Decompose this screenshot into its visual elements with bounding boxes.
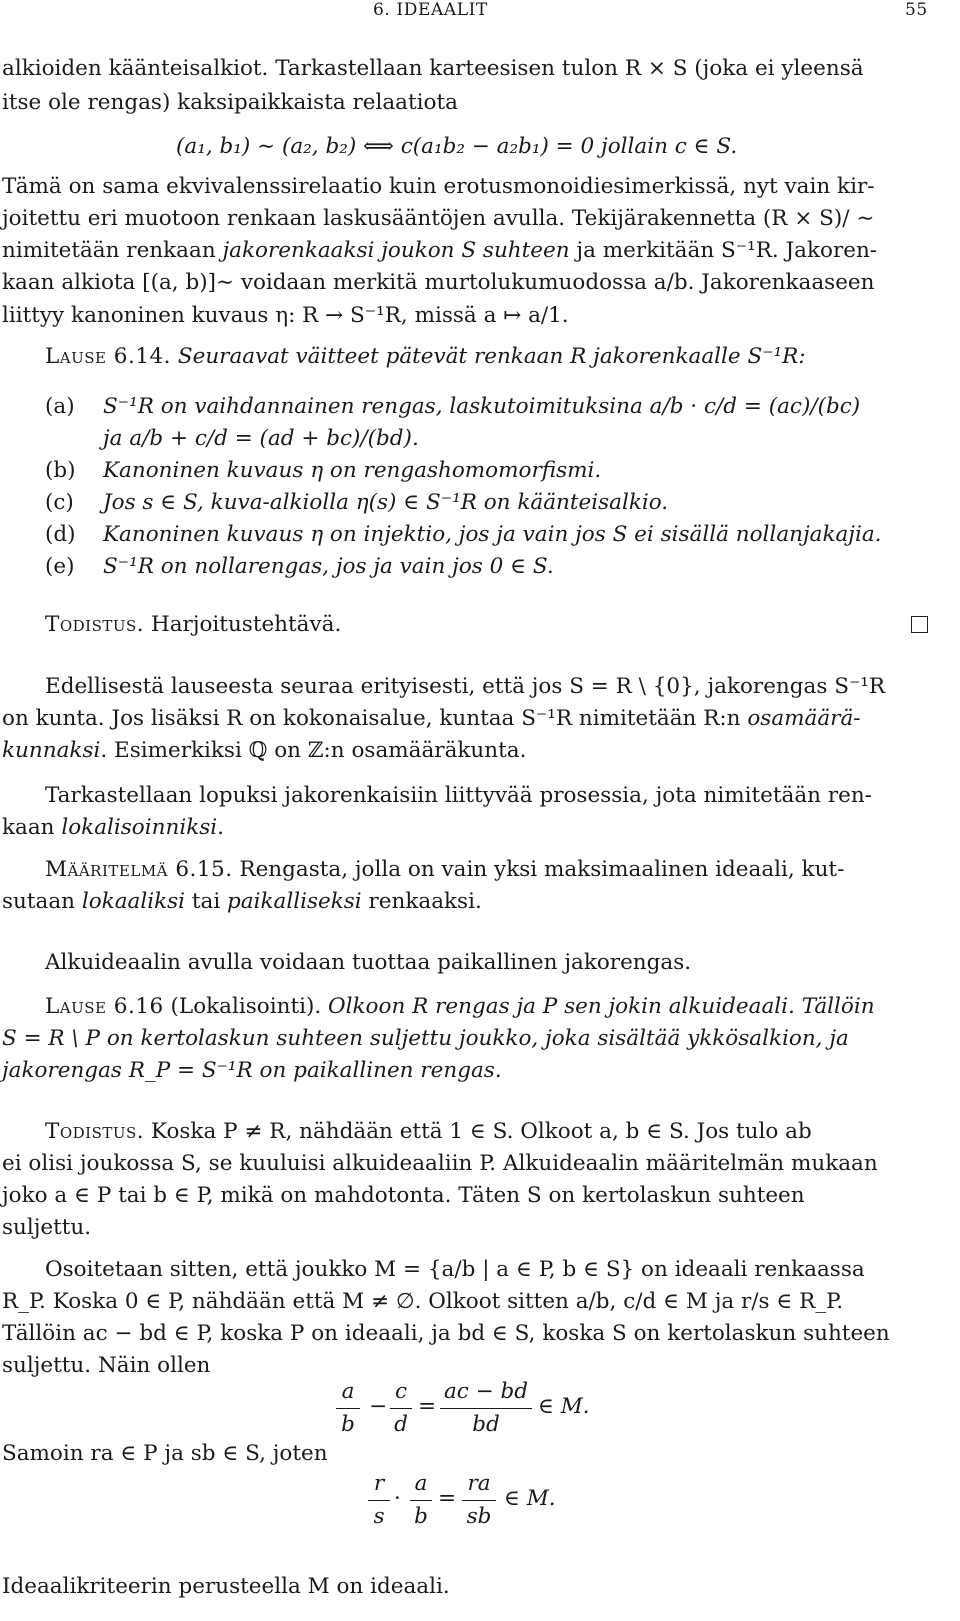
list-item <box>45 393 75 421</box>
page-number: 55 <box>905 0 928 20</box>
text: . <box>217 815 224 840</box>
theorem-6-16 <box>45 993 875 1021</box>
theorem-statement: Olkoon R rengas ja P sen jokin alkuideaali. Tällöin <box>328 994 875 1019</box>
relation-equation: (a₁, b₁) ∼ (a₂, b₂) ⟺ c(a₁b₂ − a₂b₁) = 0 jollain c ∈ S. <box>176 134 738 159</box>
intro-line-3: Tämä on sama ekvivalenssirelaatio kuin erotusmonoidiesimerkissä, nyt vain kir- <box>2 174 875 199</box>
proof-line: Samoin ra ∈ P ja sb ∈ S, joten <box>2 1441 328 1466</box>
proof-label: Todistus. <box>45 612 145 637</box>
item-tag: (b) <box>45 458 76 483</box>
paragraph-line: Alkuideaalin avulla voidaan tuottaa paikallinen jakorengas. <box>45 950 692 975</box>
numerator: c <box>394 1379 408 1404</box>
intro-line-2: itse ole rengas) kaksipaikkaista relaatiota <box>2 90 458 115</box>
proof-text: Koska P ≠ R, nähdään että 1 ∈ S. Olkoot a, b ∈ S. Jos tulo ab <box>150 1119 812 1144</box>
intro-line-7: liittyy kanoninen kuvaus η: R → S⁻¹R, missä a ↦ a/1. <box>2 303 569 328</box>
intro-line-1: alkioiden käänteisalkiot. Tarkastellaan karteesisen tulon R × S (joka ei yleensä <box>2 56 864 81</box>
intro-line-5 <box>2 237 877 265</box>
list-item <box>45 521 76 549</box>
list-item-text: Jos s ∈ S, kuva-alkiolla η(s) ∈ S⁻¹R on käänteisalkio. <box>103 490 669 515</box>
theorem-label: Lause 6.16 <box>45 994 164 1019</box>
list-item-text: Kanoninen kuvaus η on injektio, jos ja vain jos S ei sisällä nollanjakajia. <box>103 522 882 547</box>
proof-line: suljettu. Näin ollen <box>2 1353 211 1378</box>
proof-line: Osoitetaan sitten, että joukko M = {a/b | a ∈ P, b ∈ S} on ideaali renkaassa <box>45 1257 865 1282</box>
term-jakorengas: jakorenkaaksi joukon S suhteen <box>222 238 570 263</box>
theorem-6-14 <box>45 343 806 371</box>
operator: = <box>438 1486 457 1511</box>
fraction-c-over-d <box>390 1378 412 1439</box>
term-osamaarakunta: osamäärä- <box>747 706 861 731</box>
list-item-text: S⁻¹R on vaihdannainen rengas, laskutoimituksina a/b · c/d = (ac)/(bc) <box>103 394 861 419</box>
numerator: a <box>341 1379 355 1404</box>
fraction-acbd-over-bd <box>440 1378 532 1439</box>
term-paikallinen: paikalliseksi <box>227 889 362 914</box>
item-tag: (e) <box>45 554 75 579</box>
proof-label: Todistus. <box>45 1119 145 1144</box>
fraction-ra-over-sb <box>462 1470 496 1531</box>
text: tai <box>185 889 228 914</box>
paragraph-line <box>2 814 224 842</box>
proof-1 <box>45 611 341 639</box>
term-lokalisointi: lokalisoinniksi <box>61 815 218 840</box>
list-item-text: Kanoninen kuvaus η on rengashomomorfismi. <box>103 458 602 483</box>
text: kaan <box>2 815 62 840</box>
fraction-r-over-s <box>368 1470 390 1531</box>
intro-line-4: joitettu eri muotoon renkaan laskusääntöjen avulla. Tekijärakennetta (R × S)/ ∼ <box>2 206 875 231</box>
numerator: ra <box>467 1471 491 1496</box>
denominator: s <box>373 1504 385 1529</box>
proof-line: R_P. Koska 0 ∈ P, nähdään että M ≠ ∅. Olkoot sitten a/b, c/d ∈ M ja r/s ∈ R_P. <box>2 1289 844 1314</box>
text: ja merkitään S⁻¹R. Jakoren- <box>569 238 878 263</box>
text: Rengasta, jolla on vain yksi maksimaalinen ideaali, kut- <box>239 857 845 882</box>
denominator: d <box>394 1412 408 1437</box>
paragraph-line: Edellisestä lauseesta seuraa erityisesti, että jos S = R \ {0}, jakorengas S⁻¹R <box>45 674 886 699</box>
intro-line-6: kaan alkiota [(a, b)]∼ voidaan merkitä murtolukumuodossa a/b. Jakorenkaaseen <box>2 270 875 295</box>
operator: − <box>369 1394 388 1419</box>
item-tag: (d) <box>45 522 76 547</box>
equation-tail: ∈ M. <box>504 1486 556 1511</box>
denominator: b <box>341 1412 355 1437</box>
paragraph-line <box>2 888 482 916</box>
proof-line: Tällöin ac − bd ∈ P, koska P on ideaali, ja bd ∈ S, koska S on kertolaskun suhteen <box>2 1321 890 1346</box>
list-item <box>45 489 74 517</box>
proof-line: ei olisi joukossa S, se kuuluisi alkuideaaliin P. Alkuideaalin määritelmän mukaan <box>2 1151 878 1176</box>
proof-2 <box>45 1118 812 1146</box>
text: nimitetään renkaan <box>2 238 223 263</box>
operator: = <box>418 1394 437 1419</box>
list-item <box>45 553 75 581</box>
fraction-a-over-b <box>410 1470 432 1531</box>
text: . Esimerkiksi ℚ on ℤ:n osamääräkunta. <box>100 738 527 763</box>
proof-line: joko a ∈ P tai b ∈ P, mikä on mahdotonta. Täten S on kertolaskun suhteen <box>2 1183 805 1208</box>
text: renkaaksi. <box>361 889 482 914</box>
equation-tail: ∈ M. <box>538 1394 590 1419</box>
denominator: bd <box>472 1412 500 1437</box>
item-tag: (a) <box>45 394 75 419</box>
text: sutaan <box>2 889 82 914</box>
list-item <box>45 457 76 485</box>
text: on kunta. Jos lisäksi R on kokonaisalue, kuntaa S⁻¹R nimitetään R:n <box>2 706 748 731</box>
denominator: sb <box>466 1504 492 1529</box>
numerator: r <box>373 1471 385 1496</box>
numerator: a <box>414 1471 428 1496</box>
proof-line: suljettu. <box>2 1215 92 1240</box>
denominator: b <box>414 1504 428 1529</box>
paragraph-line: Tarkastellaan lopuksi jakorenkaisiin liittyvää prosessia, jota nimitetään ren- <box>45 783 872 808</box>
theorem-label: Lause 6.14. <box>45 344 172 369</box>
item-tag: (c) <box>45 490 74 515</box>
qed-box-icon <box>911 616 928 633</box>
theorem-statement: Seuraavat väitteet pätevät renkaan R jakorenkaalle S⁻¹R: <box>177 344 806 369</box>
term-lokaali: lokaaliksi <box>81 889 186 914</box>
paragraph-line <box>2 705 861 733</box>
definition-6-15 <box>45 856 844 884</box>
list-item-text: ja a/b + c/d = (ad + bc)/(bd). <box>103 426 419 451</box>
running-header: 6. IDEAALIT <box>373 0 488 20</box>
numerator: ac − bd <box>443 1379 529 1404</box>
theorem-title: (Lokalisointi). <box>170 994 322 1019</box>
list-item-text: S⁻¹R on nollarengas, jos ja vain jos 0 ∈ S. <box>103 554 554 579</box>
paragraph-line <box>2 737 526 765</box>
term-osamaarakunta: kunnaksi <box>2 738 101 763</box>
definition-label: Määritelmä 6.15. <box>45 857 233 882</box>
operator: · <box>394 1486 401 1511</box>
theorem-statement-line: S = R \ P on kertolaskun suhteen suljettu joukko, joka sisältää ykkösalkion, ja <box>2 1026 849 1051</box>
proof-line: Ideaalikriteerin perusteella M on ideaali. <box>2 1574 450 1599</box>
fraction-a-over-b <box>336 1378 360 1439</box>
proof-text: Harjoitustehtävä. <box>150 612 342 637</box>
theorem-statement-line: jakorengas R_P = S⁻¹R on paikallinen rengas. <box>2 1058 502 1083</box>
